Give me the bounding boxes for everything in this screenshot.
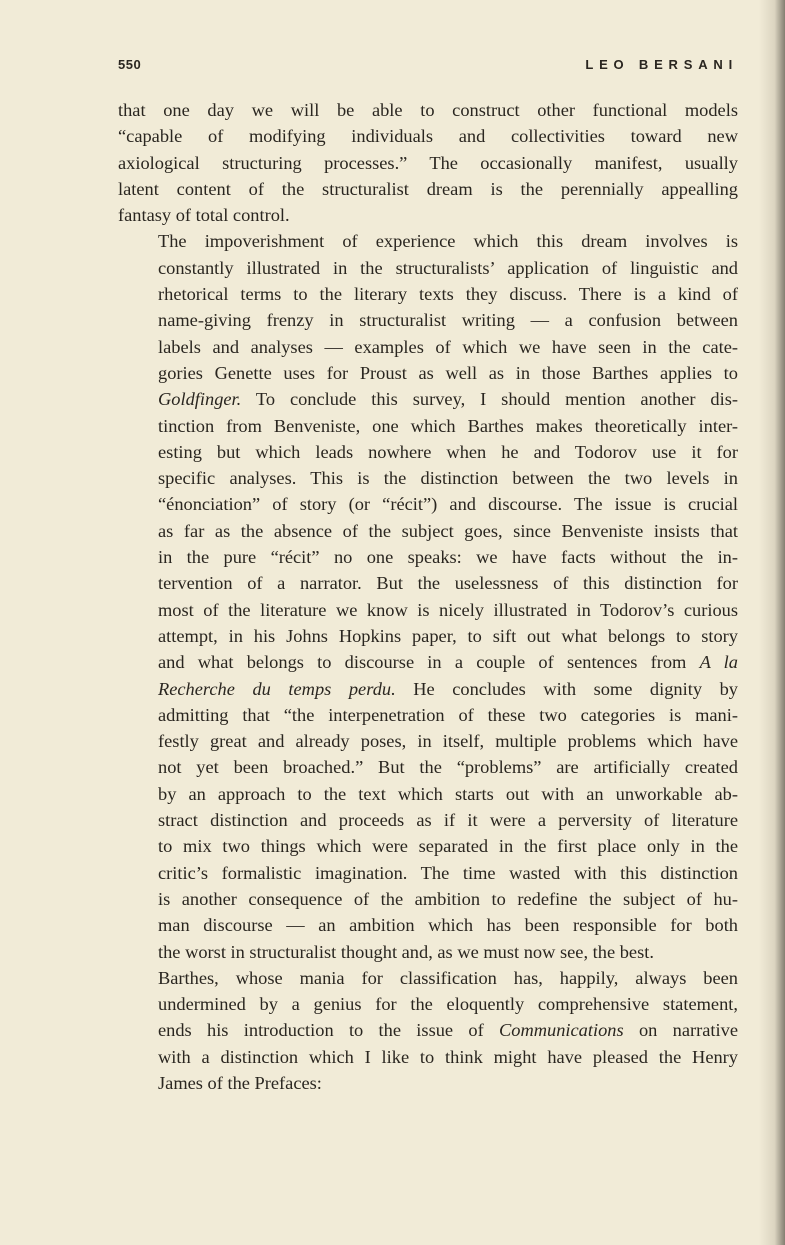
text-line: rhetorical terms to the literary texts they discuss. There is a kind of	[158, 284, 738, 305]
text-line: constantly illustrated in the structuralists’ application of linguistic and	[158, 257, 738, 278]
text-line: with a distinction which I like to think might have pleased the Henry	[158, 1046, 738, 1067]
text-line: by an approach to the text which starts out with an unworkable ab-	[158, 783, 738, 804]
text-line: and what belongs to discourse in a couple of sentences from A la	[158, 652, 738, 673]
text-line: is another consequence of the ambition to redefine the subject of hu-	[158, 888, 738, 909]
italic-title: Goldfinger.	[158, 389, 242, 410]
text-line: tervention of a narrator. But the uselessness of this distinction for	[158, 573, 738, 594]
text-line: undermined by a genius for the eloquently comprehensive statement,	[158, 994, 738, 1015]
text-line: fantasy of total control.	[118, 205, 290, 226]
text-line: festly great and already poses, in itself, multiple problems which have	[158, 731, 738, 752]
text-line: “capable of modifying individuals and collectivities toward new	[118, 126, 738, 147]
italic-title: A la	[699, 652, 738, 673]
text-line: critic’s formalistic imagination. The time wasted with this distinction	[158, 862, 738, 883]
text-line: admitting that “the interpenetration of these two categories is mani-	[158, 704, 738, 725]
text-line: “énonciation” of story (or “récit”) and discourse. The issue is crucial	[158, 494, 738, 515]
page-binding-edge	[759, 0, 785, 1245]
text-line: specific analyses. This is the distinction between the two levels in	[158, 468, 738, 489]
paragraph	[118, 97, 738, 228]
text-line: Goldfinger. To conclude this survey, I should mention another dis-	[158, 389, 738, 410]
text-line: Barthes, whose mania for classification has, happily, always been	[158, 967, 738, 988]
paragraph	[118, 228, 738, 964]
running-head	[118, 57, 738, 79]
text-line: most of the literature we know is nicely illustrated in Todorov’s curious	[158, 599, 738, 620]
text-line: the worst in structuralist thought and, as we must now see, the best.	[158, 941, 654, 962]
paragraph	[118, 965, 738, 1096]
text-line: in the pure “récit” no one speaks: we have facts without the in-	[158, 547, 738, 568]
text-line: latent content of the structuralist dream is the perennially appealling	[118, 178, 738, 199]
italic-title: Communications	[499, 1020, 624, 1041]
text-line: gories Genette uses for Proust as well as in those Barthes applies to	[158, 362, 738, 383]
text-line: ends his introduction to the issue of Communications on narrative	[158, 1020, 738, 1041]
text-line: not yet been broached.” But the “problems” are artificially created	[158, 757, 738, 778]
text-line: as far as the absence of the subject goes, since Benveniste insists that	[158, 520, 738, 541]
text-line: that one day we will be able to construct other functional models	[118, 100, 738, 120]
text-line: James of the Prefaces:	[158, 1072, 322, 1093]
text-line: attempt, in his Johns Hopkins paper, to sift out what belongs to story	[158, 625, 738, 646]
text-line: to mix two things which were separated in the first place only in the	[158, 836, 738, 857]
italic-title: Recherche du temps perdu.	[158, 678, 396, 699]
running-head-author: LEO BERSANI	[585, 57, 738, 72]
text-line: stract distinction and proceeds as if it were a perversity of literature	[158, 810, 738, 831]
text-line: labels and analyses — examples of which we have seen in the cate-	[158, 336, 738, 357]
text-line: Recherche du temps perdu. He concludes with some dignity by	[158, 678, 738, 699]
body-text	[118, 97, 738, 1096]
text-line: name-giving frenzy in structuralist writing — a confusion between	[158, 310, 738, 331]
text-line: tinction from Benveniste, one which Barthes makes theoretically inter-	[158, 415, 738, 436]
text-line: man discourse — an ambition which has been responsible for both	[158, 915, 738, 936]
text-line: axiological structuring processes.” The occasionally manifest, usually	[118, 152, 738, 173]
page-number: 550	[118, 57, 142, 72]
text-line: esting but which leads nowhere when he and Todorov use it for	[158, 441, 738, 462]
text-line: The impoverishment of experience which this dream involves is	[158, 231, 738, 252]
